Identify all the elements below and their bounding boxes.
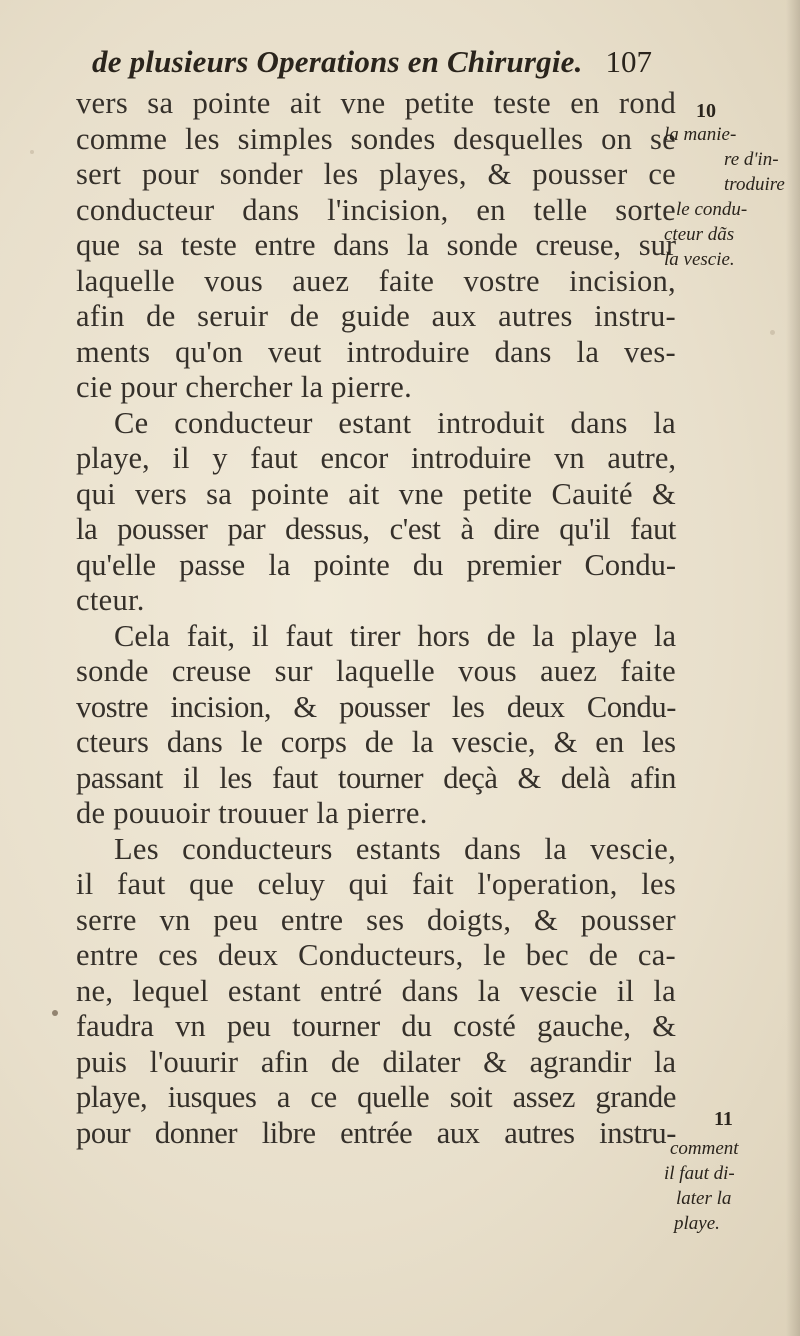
text-line: cteur.	[76, 583, 145, 617]
ink-speck	[52, 1010, 58, 1016]
margin-note-line: la manie-	[664, 124, 737, 145]
text-line: ne, lequel estant entré dans la vescie il la	[76, 973, 676, 1008]
margin-note-line: troduire	[724, 174, 785, 195]
text-line: qui vers sa pointe ait vne petite Cauité &	[76, 476, 676, 511]
text-line: cie pour chercher la pierre.	[76, 370, 413, 404]
text-line: il faut que celuy qui fait l'operation, les	[76, 867, 676, 901]
text-line: qu'elle passe la pointe du premier Condu-	[76, 547, 676, 582]
text-line: playe, iusques a ce quelle soit assez grande	[76, 1080, 676, 1114]
text-line: playe, il y faut encor introduire vn autre,	[76, 441, 676, 475]
margin-note-line: le condu-	[676, 199, 748, 220]
margin-note-line: playe.	[674, 1213, 720, 1234]
text-line: faudra vn peu tourner du costé gauche, &	[76, 1009, 676, 1043]
paragraph-first-line: Cela fait, il faut tirer hors de la playe la	[114, 618, 676, 653]
text-line: ments qu'on veut introduire dans la ves-	[76, 334, 676, 369]
text-line: afin de seruir de guide aux autres instru-	[76, 299, 676, 333]
text-line: comme les simples sondes desquelles on se	[76, 121, 676, 156]
margin-note-line: later la	[676, 1188, 732, 1209]
text-line: vers sa pointe ait vne petite teste en rond	[76, 86, 676, 120]
margin-note-line: re d'in-	[724, 149, 779, 170]
text-line: cteurs dans le corps de la vescie, & en les	[76, 725, 676, 759]
running-head: de plusieurs Operations en Chirurgie.	[92, 44, 583, 79]
text-line: sonde creuse sur laquelle vous auez faite	[76, 654, 676, 688]
margin-note	[664, 1136, 798, 1236]
margin-note-number: 11	[714, 1108, 733, 1130]
ink-speck	[30, 150, 34, 154]
text-line: la pousser par dessus, c'est à dire qu'il faut	[76, 512, 676, 546]
paragraph-first-line: Les conducteurs estants dans la vescie,	[114, 831, 676, 866]
text-line: vostre incision, & pousser les deux Condu-	[76, 689, 676, 724]
text-line: serre vn peu entre ses doigts, & pousser	[76, 902, 676, 937]
text-line: laquelle vous auez faite vostre incision,	[76, 263, 676, 298]
margin-note	[664, 122, 798, 272]
text-line: pour donner libre entrée aux autres instru-	[76, 1115, 676, 1150]
body-text	[76, 86, 676, 1151]
paragraph-first-line: Ce conducteur estant introduit dans la	[114, 405, 676, 440]
margin-note-line: il faut di-	[664, 1163, 735, 1184]
text-line: puis l'ouurir afin de dilater & agrandir la	[76, 1044, 676, 1079]
margin-note-line: comment	[670, 1138, 739, 1159]
page-header	[92, 44, 652, 90]
text-line: que sa teste entre dans la sonde creuse, sur	[76, 228, 676, 262]
margin-note-number: 10	[696, 100, 716, 122]
text-line: entre ces deux Conducteurs, le bec de ca-	[76, 938, 676, 972]
text-line: conducteur dans l'incision, en telle sorte	[76, 192, 676, 227]
text-line: sert pour sonder les playes, & pousser ce	[76, 157, 676, 191]
text-line: passant il les faut tourner deçà & delà afin	[76, 760, 676, 795]
margin-note-line: cteur dãs	[664, 224, 735, 245]
page-number: 107	[605, 44, 652, 79]
margin-note-line: la vescie.	[664, 249, 735, 270]
ink-speck	[770, 330, 775, 335]
text-line: de pouuoir trouuer la pierre.	[76, 796, 428, 830]
